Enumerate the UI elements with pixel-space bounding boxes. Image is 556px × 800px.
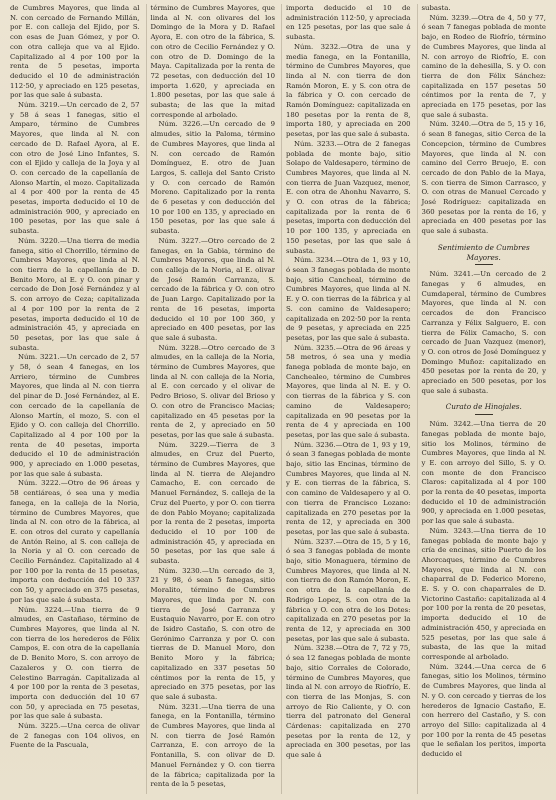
property-entry: Núm. 3222.—Otro de 96 áreas y 58 centiáreas, ó sea una y media fanega, en la calleja de la Noria, término de Cumbres Mayores, que linda al N. con otro de la fábrica, al E. con otros del curato y capellanía de Antón Reino, al S. con calleja de la Noria y al O. con cercado de Cecilio Fernández. Capitalizado al 4 por 100 por la renta de 15 pesetas, importa con deducción del 10 337 con 50, y apreciado en 375 pesetas, por las que sale á subasta.	[10, 479, 140, 604]
section-heading: Sentimiento de Cumbres Mayores.	[422, 243, 547, 265]
property-entry: Núm. 3244.—Una cerca de 6 fanegas, sitio los Molinos, término de Cumbres Mayores, que linda al N. y O. con cercado y tierras de los herederos de Ignacio Castaño, E. con herrero del Castaño, y S. con arroyo del Sillo: capitalizada al 4 por 100 por la renta de 45 pesetas que le señalan los peritos, importa deducido el	[421, 662, 546, 759]
text-columns	[10, 4, 546, 794]
property-entry: Núm. 3228.—Otro cercado de 3 almudes, en la calleja de la Noria, término de Cumbres Mayores, que linda al N. con calleja de la Noria, al E. con cercado y el olivar de Pedro Brioso, S. olivar del Brioso y O. con otro de Francisco Macias; capitalizado en 45 pesetas por la renta de 2, y apreciado en 50 pesetas, por las que sale á subasta.	[150, 343, 275, 439]
property-entry: Núm. 3233.—Otra de 2 fanegas poblada de monte bajo, sitio Solapo de Valdesapero, término de Cumbres Mayores, que linda al N. con tierra de Juan Vazquez, menor, E. con otra de Ahonhu Navarro, S. y O. con otras de la fábrica; capitalizada por la renta de 6 pesetas, importa con deducción del 10 por 100 135, y apreciada en 150 pesetas, por las que sale á subasta.	[286, 139, 411, 255]
column-1	[10, 4, 140, 794]
property-entry: Núm. 3221.—Un cercado de 2, 57 y 58, ó sean 4 fanegas, en los Arriero, término de Cumbres Mayores, que linda al N. con tierra del pinar de D. José Fernández, al E. con cercado de la capellanía de Alonso Martín, el mozo, S. con el Ejido y O. con calleja del Chorrillo. Capitalizado al 4 por 100 por la renta de 40 pesetas, importa deducido el 10 de administración 900, y apreciado en 1.000 pesetas, por las que sale á subasta.	[10, 353, 140, 478]
property-entry: Núm. 3229.—Tierra de 3 almudes, en Cruz del Puerto, término de Cumbres Mayores, que linda al N. tierra de Alejandro Camacho, E. con cercado de Manuel Fernández, S. calleja de la Cruz del Puerto, y por O. con tierra de don Pablo Moyano; capitalizada por la renta de 2 pesetas, importa deducido el 10 por 100 de administración 45, y apreciada en 50 pesetas, por las que sale á subasta.	[150, 440, 275, 566]
property-entry: de Cumbres Mayores, que linda al N. con cercado de Fernando Millán, por E. con calleja del Ejido, por S. con esas de Juan Gómez, y por O. con otra calleja que va al Ejido. Capitalizado al 4 por 100 por la renta de 5 pesetas, importa deducido el 10 de administración 112·50, y apreciado en 125 pesetas, por las que sale á subasta.	[10, 4, 140, 100]
column-2	[146, 4, 276, 794]
column-4	[417, 4, 547, 794]
property-entry: Núm. 3235.—Otra de 96 áreas y 58 metros, ó sea una y media fanega poblada de monte bajo, en Canchealeo, término de Cumbres Mayores, que linda al N. E. y O. con tierras de la fábrica y S. con camino de Valdesapero; capitalizada en 90 pesetas por la renta de 4 y apreciada en 100 pesetas, por las que sale á subasta.	[286, 343, 411, 439]
property-entry: Núm. 3236.—Otra de 1, 93 y 19, ó sean 3 fanegas poblada de monte bajo, sitio las Encinas, término de Cumbres Mayores, que linda al N. y E. con tierras de la fábrica, S. con camino de Valdesapero y al O. con tierra de Francisco Lozano: capitalizada en 270 pesetas por la renta de 12, y apreciada en 300 pesetas, por las que sale á subasta.	[286, 440, 411, 536]
property-entry: Núm. 3242.—Una tierra de 20 fanegas poblada de monte bajo, sitio los Molinos, término de Cumbres Mayores, que linda al N. y E. con arroyo del Sillo, S. y O. con monte de don Francisco Claros: capitalizada al 4 por 100 por la renta de 40 pesetas, importa deducido el 10 de administración 900, y apreciada en 1.000 pesetas, por las que sale á subasta.	[421, 420, 546, 526]
property-entry: Núm. 3240.—Otra de 5, 15 y 16, ó sean 8 fanegas, sitio Cerca de la Concepcion, término de Cumbres Mayores, que linda al N. con camino del Cerro Bruejo, E. con cercado de don Pablo de la Maya, S. con tierra de Simon Carrasco, y O. con otras de Manuel Cercado y José Rodríguez: capitalizada en 360 pesetas por la renta de 16, y apreciada en 400 pesetas por las que sale á subasta.	[421, 120, 546, 236]
property-entry: subasta.	[421, 4, 451, 12]
property-entry: Núm. 3239.—Otra de 4, 50 y 77, ó sean 7 fanegas poblada de monte bajo, en Rodeo de Riofrío, término de Cumbres Mayores, que linda al N. con arroyo de Riofrío, E. con camino de la dehesilla, S. y O. con tierra de don Félix Sánchez: capitalizada en 157 pesetas 50 céntimos por la renta de 7, y apreciada en 175 pesetas, por las que sale á subasta.	[421, 13, 546, 119]
property-entry: Núm. 3224.—Una tierra de 9 almudes, en Castañaso, término de Cumbres Mayores, que linda al N. con tierra de los herederos de Félix Campos, E. con otra de la capellanía de D. Benito Moro, S. con arroyo de Cazaleros y O. con tierra de Celestino Barragán. Capitalizada al 4 por 100 por la renta de 3 pesetas, importa con deducción del 10 67 con 50, y apreciada en 75 pesetas, por las que sale á subasta.	[10, 605, 140, 721]
property-entry: término de Cumbres Mayores, que linda al N. con olivares del los Domingo de la Mora y D. Rafael Ayora, E. con otro de la fábrica, S. con otro de Cecilio Fernández y O. con otro de D. Domingo de la Maya. Capitalizada por la renta de 72 pesetas, con deducción del 10 importa 1.620, y apreciada en 1.800 pesetas, por las que sale á subasta; de las que la mitad corresponde al arbolado.	[150, 4, 275, 119]
property-entry: Núm. 3243.—Una tierra de 10 fanegas poblada de monte bajo y cría de encinas, sitio Puerto de los Ahorcaques, término de Cumbres Mayores, que linda al N. con chaparral de D. Federico Moreno, E. S. y O. con chaparrales de D. Victorino Castaño: capitalizada al 4 por 100 por la renta de 20 pesetas, importa deducido el 10 de administración 450, y apreciada en 525 pesetas, por las que sale á subasta, de las que la mitad corresponde al arbolado.	[421, 526, 546, 661]
property-entry: Núm. 3219.—Un cercado de 2, 57 y 58 á seas 1 fanegas, sitio el Amparo, término de Cumbres Mayores, que linda al N. con cercado de D. Rafael Ayora, al E. con otro de José Lino Infantes, S. con el Ejido y calleja de la Joya y al O. con cercado de la capellanía de Alonso Martín, el mozo. Capitalizada al 4 por 400 por la renta de 45 pesetas, importa deducido el 10 de administración 900, y apreciado en 100 pesetas, por las que sale á subasta.	[10, 101, 140, 236]
property-entry: Núm. 3220.—Una tierra de media fanega, sitio el Chorrillo, término de Cumbres Mayores, que linda al N. con tierra de la capellanía de D. Benito Moro, al E. y O. con pinar y cercado de Don José Fernández y al S. con arroyo de Ceza; capitalizada al 4 por 100 por la renta de 2 pesetas, importa deducido el 10 de administración 45, y apreciada en 50 pesetas, por las que sale á subasta.	[10, 236, 140, 352]
property-entry: importa deducido el 10 de administración 112·50, y apreciada en 125 pesetas, por las que sale á subasta.	[286, 4, 411, 42]
property-entry: Núm. 3226.—Un cercado de 9 almudes, sitio la Paloma, término de Cumbres Mayores, que linda al N. con cercado de Ramón Domínguez, E. otro de Juan Largos, S. calleja del Santo Cristo y O. con cercado de Ramón Moreno. Capitalizado por la renta de 6 pesetas y con deducción del 10 por 100 en 135, y apreciado en 150 pesetas, por las que sale á subasta.	[150, 120, 275, 236]
property-entry: Núm. 3230.—Un cercado de 3, 21 y 98, ó sean 5 fanegas, sitio Moralito, término de Cumbres Mayores, que linda por N. con tierra de José Carranza y Eustaquio Navarro, por E. con otro de Isidro Castaño, S. con otro de Gerónimo Carranza y por O. con tierras de D. Manuel Moro, don Benito Moro y la fábrica; capitalizado en 337 pesetas 50 céntimos por la renta de 15, y apreciado en 375 pesetas, por las que sale á subasta.	[150, 566, 275, 701]
property-entry: Núm. 3232.—Otra de una y media fanega, en la Fontanilla, término de Cumbres Mayores, que linda al N. con tierra de don Ramón Moron, E. y S. con otra de la fábrica y O. con cercado de Ramón Domínguez: capitalizada en 180 pesetas por la renta de 8, importa 180, y apreciada en 200 pesetas, por las que sale á subasta.	[286, 42, 411, 139]
property-entry: Núm. 3227.—Otro cercado de 2 fanegas, en la Gabia, término de Cumbres Mayores, que linda al N. con calleja de la Noria, al E. olivar de José Ramón Carranza, S. cercado de la fábrica y O. con otro de Juan Largo. Capitalizado por la renta de 16 pesetas, importa deducido el 10 por 100 360, y apreciado en 400 pesetas, por las que sale á subasta.	[150, 236, 275, 342]
property-entry: Núm. 3237.—Otra de 15, 5 y 16, ó sea 3 fanegas poblada de monte bajo, sitio Monaguera, término de Cumbres Mayores, que linda al N. con tierra de don Ramón Moron, E. con otra de la capellanía de Rodrigo Lopez, S. con otra de la fábrica y O. con otra de los Dotes: capitalizada en 270 pesetas por la renta de 12, y apreciada en 300 pesetas, por las que sale á subasta.	[286, 537, 411, 643]
section-heading: Curato de Hinojales.	[422, 402, 547, 415]
property-entry: Núm. 3241.—Un cercado de 2 fanegas y 6 almudes, en Cumdaperal, término de Cumbres Mayores, que linda al N. con cercados de don Francisco Carranza y Félix Salguero, E. con tierra de Félix Camacho, S. con cercado de Juan Vazquez (menor), y O. con otros de José Domínguez y Domingo Muñoz: capitalizado en 450 pesetas por la renta de 20, y apreciado en 500 pesetas, por los que sale á subasta.	[421, 270, 546, 395]
property-entry: Núm. 3234.—Otra de 1, 93 y 10, ó sean 3 fanegas poblada de monte bajo, sitio Cancheal, término de Cumbres Mayores, que linda al N. E. y O. con tierras de la fábrica y al S. con camino de Valdesapero; capitalizada en 202·50 por la renta de 9 pesetas, y apreciada en 225 pesetas, por las que sale á subasta.	[286, 256, 411, 342]
property-entry: Núm. 3238.—Otra de 7, 72 y 75, ó sea 12 fanegas poblada de monte bajo, sitio Corrales de Colorado, término de Cumbres Mayores, que linda al N. con arroyo de Riofrío, E. con tierra de las Monjas, S. con arroyo de Rio Caliente, y O. con tierra del patronato del General Cárdenas: capitalizada en 270 pesetas por la renta de 12, y apreciada en 300 pesetas, por las que sale á	[286, 644, 411, 760]
column-3	[281, 4, 411, 794]
property-entry: Núm. 3231.—Una tierra de una fanega, en la Fontanilla, término de Cumbres Mayores, que linda al N. con tierra de José Ramón Carranza, E. con arroyo de la Fontanilla, S. con olivar de D. Manuel Fernández y O. con tierra de la fábrica; capitalizada por la renta de la 5 pesetas,	[150, 702, 275, 789]
property-entry: Núm. 3225.—Una cerca de olivar de 2 fanegas con 104 olivos, en Fuente de la Pascuala,	[10, 722, 140, 750]
